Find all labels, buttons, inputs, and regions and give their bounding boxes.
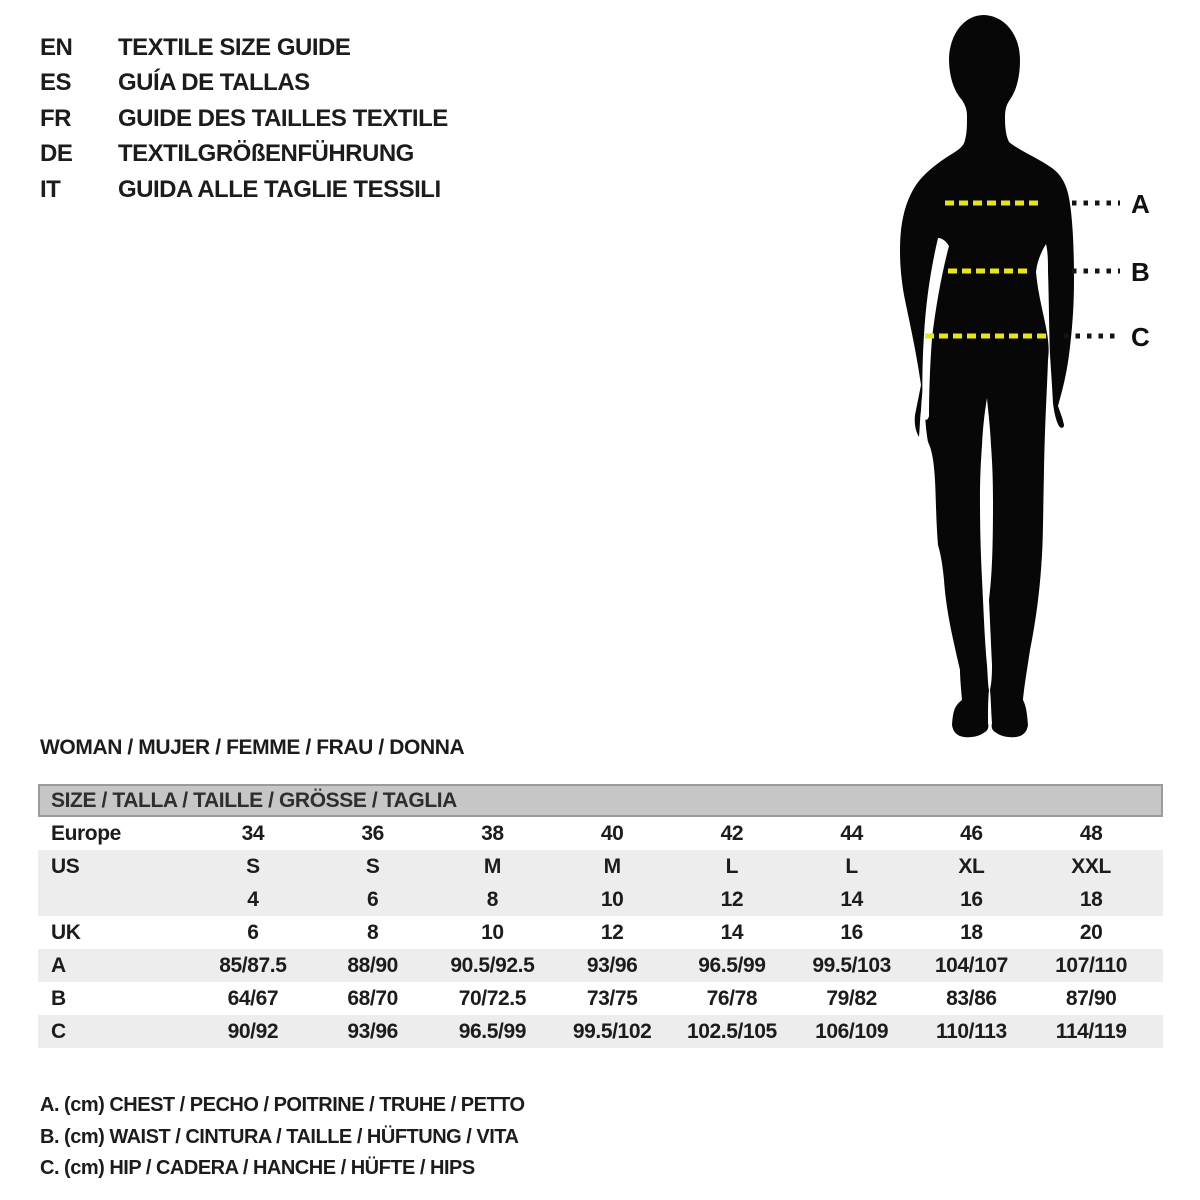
language-title: GUIDE DES TAILLES TEXTILE: [118, 104, 448, 132]
size-table-row: [38, 982, 1163, 1015]
size-cell: 87/90: [1065, 986, 1117, 1010]
size-cell: M: [603, 854, 621, 878]
size-cell: 76/78: [706, 986, 758, 1010]
size-cell: 48: [1079, 821, 1103, 845]
language-row: [40, 137, 448, 173]
hip-marker-label: C: [1131, 322, 1150, 352]
size-cell: 90/92: [227, 1019, 279, 1043]
size-row-label: B: [51, 986, 66, 1010]
legend-line-hip: C. (cm) HIP / CADERA / HANCHE / HÜFTE / HIPS: [40, 1157, 475, 1179]
size-cell: 34: [241, 821, 265, 845]
size-cell: 44: [840, 821, 863, 845]
size-cell: 102.5/105: [686, 1019, 777, 1043]
size-cell: 96.5/99: [698, 953, 766, 977]
size-cell: 104/107: [934, 953, 1008, 977]
size-table-rows: [38, 817, 1163, 1048]
size-cell: 73/75: [586, 986, 638, 1010]
size-cell: 110/113: [935, 1019, 1007, 1043]
size-cell: XL: [958, 854, 985, 878]
size-cell: 8: [486, 887, 499, 911]
size-cell: 38: [481, 821, 504, 845]
size-cell: L: [725, 854, 739, 878]
size-cell: 99.5/102: [572, 1019, 652, 1043]
size-cell: 18: [1079, 887, 1103, 911]
size-cell: 10: [600, 887, 624, 911]
language-code: ES: [40, 69, 72, 97]
size-cell: 16: [960, 887, 983, 911]
size-table-row: [38, 949, 1163, 982]
language-code: DE: [40, 140, 73, 168]
language-title: GUIDA ALLE TAGLIE TESSILI: [118, 175, 441, 203]
size-row-label: UK: [51, 920, 81, 944]
size-cell: 90.5/92.5: [450, 953, 535, 977]
size-row-label: A: [51, 953, 66, 977]
language-row: [40, 66, 448, 102]
size-cell: 93/96: [347, 1019, 398, 1043]
size-table-row: [38, 850, 1163, 883]
size-table-row: [38, 883, 1163, 916]
size-cell: 16: [840, 920, 863, 944]
language-title: GUÍA DE TALLAS: [118, 69, 310, 97]
language-title: TEXTILGRÖßENFÜHRUNG: [118, 140, 414, 168]
size-table: [38, 784, 1163, 1048]
size-cell: 114/119: [1055, 1019, 1127, 1043]
size-cell: 18: [960, 920, 983, 944]
size-cell: 6: [247, 920, 259, 944]
language-code: EN: [40, 33, 73, 61]
size-cell: 79/82: [826, 986, 877, 1010]
chest-marker-label: A: [1131, 189, 1150, 219]
size-cell: 10: [481, 920, 504, 944]
size-cell: 106/109: [815, 1019, 889, 1043]
size-cell: S: [246, 854, 260, 878]
size-row-label: US: [51, 854, 80, 878]
language-code: FR: [40, 104, 71, 132]
size-cell: 68/70: [347, 986, 398, 1010]
size-cell: 12: [720, 887, 744, 911]
size-cell: XXL: [1071, 854, 1111, 878]
measurement-figure: [870, 0, 1170, 760]
size-cell: 107/110: [1055, 953, 1128, 977]
legend-line-chest: A. (cm) CHEST / PECHO / POITRINE / TRUHE / PETTO: [40, 1094, 525, 1116]
size-table-header: SIZE / TALLA / TAILLE / GRÖSSE / TAGLIA: [38, 784, 1163, 817]
woman-silhouette-figure: [870, 0, 1170, 760]
legend-line-waist: B. (cm) WAIST / CINTURA / TAILLE / HÜFTUNG / VITA: [40, 1125, 519, 1148]
size-cell: 93/96: [586, 953, 638, 977]
language-list: [40, 30, 448, 208]
language-row: [40, 101, 448, 137]
size-cell: 4: [247, 887, 259, 911]
size-cell: 36: [361, 821, 384, 845]
language-row: [40, 30, 448, 66]
size-cell: 8: [366, 920, 379, 944]
size-table-row: [38, 916, 1163, 949]
size-cell: 99.5/103: [812, 953, 891, 977]
size-cell: 64/67: [227, 986, 279, 1010]
size-cell: 14: [840, 887, 863, 911]
size-cell: M: [483, 854, 501, 878]
measurement-legend: [40, 1090, 525, 1185]
size-cell: 6: [366, 887, 379, 911]
size-cell: 40: [600, 821, 624, 845]
size-row-label: C: [51, 1019, 66, 1043]
size-cell: 83/86: [946, 986, 997, 1010]
size-table-row: [38, 1015, 1163, 1048]
size-cell: 12: [600, 920, 624, 944]
size-cell: 46: [960, 821, 983, 845]
size-cell: 88/90: [347, 953, 398, 977]
size-cell: 85/87.5: [219, 953, 287, 977]
size-cell: 14: [720, 920, 744, 944]
waist-marker-label: B: [1131, 257, 1150, 287]
language-code: IT: [40, 175, 61, 203]
size-table-row: [38, 817, 1163, 850]
language-row: [40, 172, 448, 208]
section-title: WOMAN / MUJER / FEMME / FRAU / DONNA: [40, 736, 465, 759]
size-cell: L: [845, 854, 858, 878]
language-title: TEXTILE SIZE GUIDE: [118, 33, 351, 61]
size-cell: 42: [720, 821, 744, 845]
size-row-label: Europe: [51, 821, 121, 845]
size-cell: S: [365, 854, 380, 878]
size-cell: 96.5/99: [458, 1019, 526, 1043]
size-cell: 70/72.5: [458, 986, 526, 1010]
size-cell: 20: [1079, 920, 1103, 944]
